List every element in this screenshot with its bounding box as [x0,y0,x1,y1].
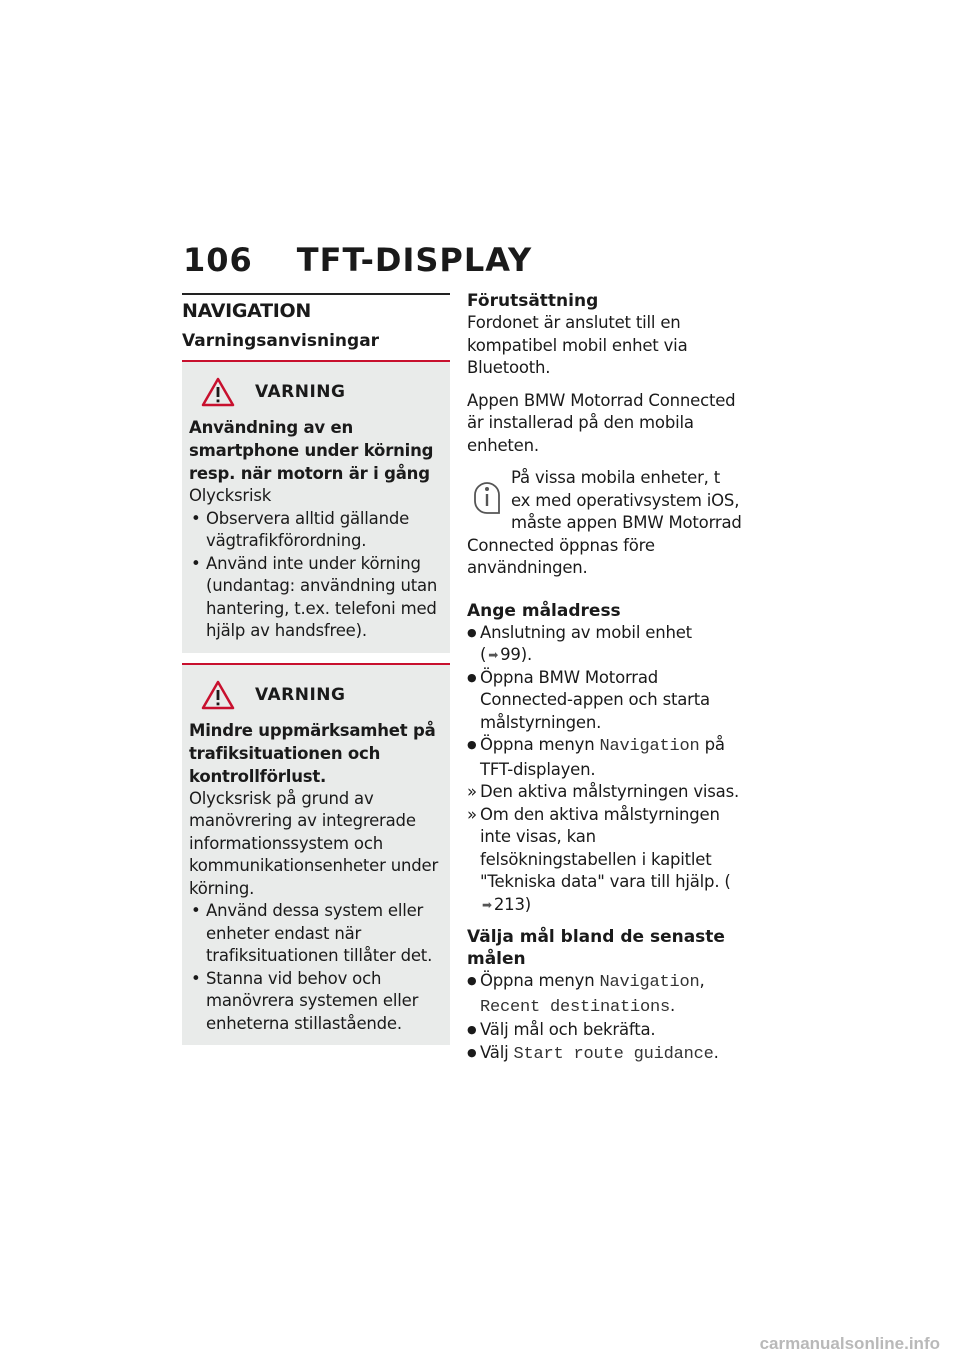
list-item: ● Öppna BMW Motorrad Connected-appen och starta målstyrningen. [467,667,742,735]
list-item: ● Välj Start route guidance. [467,1042,742,1067]
prerequisite-text: Appen BMW Motorrad Connected är installerad på den mobila enheten. [467,390,736,455]
warning-text: Olycksrisk [189,486,272,505]
list-item: ● Anslutning av mobil enhet ( ➡ 99). [467,622,742,667]
warning-triangle-icon [201,377,235,407]
destination-title: Ange måladress [467,600,621,621]
left-column [182,293,450,1045]
prerequisite-text: Fordonet är anslutet till en kompatibel mobil enhet via Bluetooth. [467,313,688,377]
watermark: carmanualsonline.info [759,1334,940,1353]
warning-triangle-icon [201,680,235,710]
section-title: NAVIGATION [182,300,311,322]
list-item: • Stanna vid behov och manövrera systemen eller enheterna stillastående. [189,968,443,1036]
warning-label: VARNING [255,684,346,705]
warning-title: Användning av en smartphone under körning resp. när motorn är i gång [189,418,434,483]
info-icon [467,469,507,517]
info-note [467,467,742,590]
recent-destinations-title: Välja mål bland de senaste målen [467,927,725,969]
prerequisite-title: Förutsättning [467,291,599,311]
warning-bullets [189,900,443,1035]
list-item: ● Välj mål och bekräfta. [467,1019,742,1042]
warning-head [189,679,443,711]
list-item: • Observera alltid gällande vägtrafikförordning. [189,508,443,553]
list-item: • Använd inte under körning (undantag: användning utan hantering, t.ex. telefoni med hjälp av handsfree). [189,553,443,643]
destination-steps [467,622,742,917]
warning-label: VARNING [255,382,346,402]
page-header [183,240,532,280]
list-item: ● Öppna menyn Navigation, Recent destinations. [467,970,742,1019]
warning-title: Mindre uppmärksamhet på trafiksituationen och kontrollförlust. [189,720,436,786]
warning-text: Olycksrisk på grund av manövrering av integrerade informationssystem och kommunikationsenheter under körning. [189,788,439,898]
page-number: 106 [183,241,253,279]
recent-destinations-steps [467,970,742,1066]
warning-bullets [189,508,443,643]
right-column [467,290,742,1076]
list-item: » Den aktiva målstyrningen visas. [467,781,742,804]
page-ref-arrow-icon: ➡ [488,648,499,662]
section-rule [182,293,450,295]
warning-box-smartphone [182,360,450,653]
info-note-text: På vissa mobila enheter, t ex med operativsystem iOS, måste appen BMW Motorrad Connected öppnas före användningen. [467,468,742,577]
warning-box-attention [182,663,450,1046]
list-item: » Om den aktiva målstyrningen inte visas, kan felsökningstabellen i kapitlet "Tekniska data" vara till hjälp. (➡ 213) [467,804,742,917]
subsection-title: Varningsanvisningar [182,331,380,351]
chapter-title: TFT-DISPLAY [296,241,533,279]
list-item: • Använd dessa system eller enheter endast när trafiksituationen tillåter det. [189,900,443,968]
warning-head [189,376,443,408]
page-ref-arrow-icon: ➡ [482,897,492,912]
list-item: ● Öppna menyn Navigation på TFT-displayen. [467,734,742,781]
